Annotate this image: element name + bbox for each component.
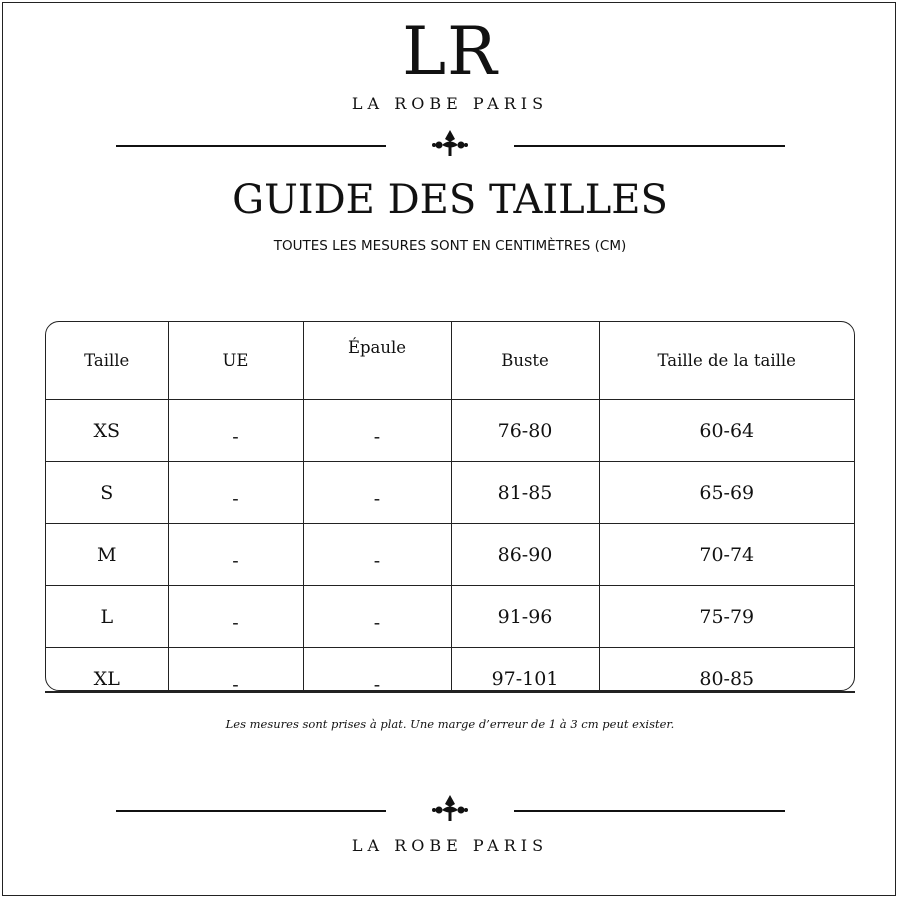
size-table <box>45 321 855 691</box>
brand-name-top: LA ROBE PARIS <box>351 94 549 113</box>
divider-line-left-bottom <box>116 810 386 812</box>
table-row <box>46 524 854 586</box>
cell-taille: 65-69 <box>599 462 854 524</box>
cell-size: XS <box>46 400 168 462</box>
cell-epaule: - <box>373 487 381 510</box>
cell-epaule: - <box>373 611 381 634</box>
table-row <box>46 586 854 648</box>
cell-ue: - <box>232 487 239 510</box>
cell-ue: - <box>232 673 239 691</box>
table-bottom-rule <box>45 691 855 693</box>
cell-buste: 76-80 <box>451 400 599 462</box>
divider-line-right-bottom <box>514 810 785 812</box>
table-row <box>46 400 854 462</box>
cell-taille: 60-64 <box>599 400 854 462</box>
table-header-row <box>46 322 854 400</box>
cell-taille: 75-79 <box>599 586 854 648</box>
fleur-de-lis-icon <box>430 795 470 825</box>
logo-monogram: LR <box>402 13 498 90</box>
column-header-taille-de-la-taille: Taille de la taille <box>599 322 854 400</box>
cell-size: M <box>46 524 168 586</box>
cell-epaule: - <box>373 673 381 691</box>
cell-taille: 80-85 <box>699 667 755 690</box>
cell-buste: 91-96 <box>451 586 599 648</box>
cell-ue: - <box>232 549 239 572</box>
cell-size: XL <box>46 648 168 692</box>
cell-epaule: - <box>373 549 381 572</box>
cell-buste: 86-90 <box>451 524 599 586</box>
page-subtitle: TOUTES LES MESURES SONT EN CENTIMÈTRES (CM) <box>273 238 627 254</box>
table-row <box>46 648 854 692</box>
column-header-taille: Taille <box>46 322 168 400</box>
column-header-ue: UE <box>168 322 303 400</box>
cell-taille: 70-74 <box>599 524 854 586</box>
cell-buste: 97-101 <box>451 648 599 692</box>
page-title: GUIDE DES TAILLES <box>232 177 668 223</box>
cell-epaule: - <box>373 425 381 448</box>
divider-line-right <box>514 145 785 147</box>
cell-ue: - <box>232 611 239 634</box>
brand-name-bottom: LA ROBE PARIS <box>351 836 549 855</box>
column-header-epaule: Épaule <box>303 322 451 400</box>
cell-ue: - <box>232 425 239 448</box>
table-row <box>46 462 854 524</box>
divider-line-left <box>116 145 386 147</box>
cell-buste: 81-85 <box>451 462 599 524</box>
fleur-de-lis-icon <box>430 130 470 160</box>
cell-size: S <box>46 462 168 524</box>
column-header-buste: Buste <box>451 322 599 400</box>
cell-size: L <box>46 586 168 648</box>
measurement-note: Les mesures sont prises à plat. Une marge d’erreur de 1 à 3 cm peut exister. <box>225 717 675 731</box>
